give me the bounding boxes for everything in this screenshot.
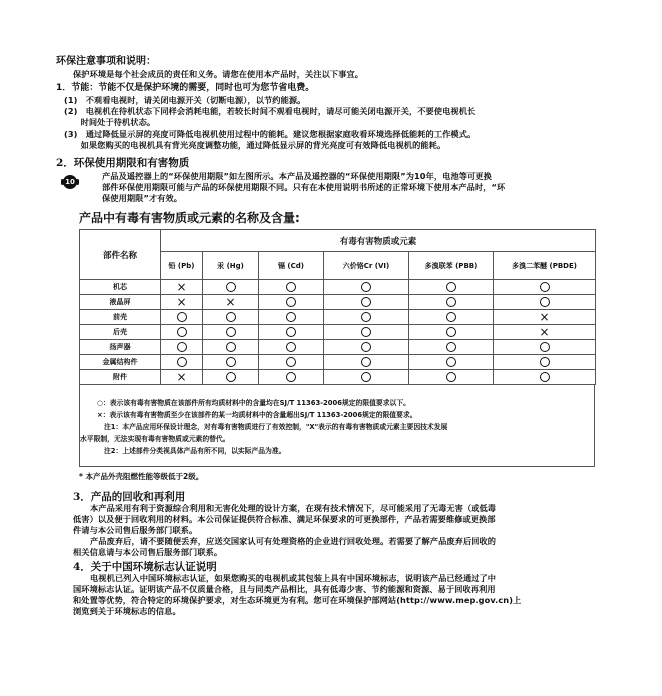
circle-mark-icon xyxy=(286,327,296,337)
section-1-item: (2) 电视机在待机状态下同样会消耗电能，若较长时间不观看电视时，请尽可能关闭电源开关，不要使电视机长 xyxy=(64,106,476,116)
substance-cell xyxy=(161,340,203,355)
part-name-cell: 后壳 xyxy=(80,325,161,340)
table-notes xyxy=(79,385,595,467)
substance-cell xyxy=(494,340,596,355)
cross-mark-icon: × xyxy=(539,325,550,339)
substance-cell xyxy=(409,280,494,295)
substance-cell xyxy=(324,340,409,355)
section-1-item: 如果您购买的电视机具有背光亮度调整功能，通过降低显示屏的背光亮度可有效降低电视机的能耗。 xyxy=(64,140,446,150)
circle-mark-icon xyxy=(226,312,236,322)
environmental-protection-period-icon: 10 xyxy=(63,175,77,189)
circle-mark-icon xyxy=(177,327,187,337)
substance-cell xyxy=(161,370,203,385)
substance-column-header: 汞 (Hg) xyxy=(203,252,259,280)
substance-column-header: 多溴联苯 (PBB) xyxy=(409,252,494,280)
note-circle-legend: ○：表示该有毒有害物质在该部件所有均质材料中的含量均在SJ/T 11363-2006规定的限值要求以下。 xyxy=(97,399,410,407)
circle-mark-icon xyxy=(540,342,550,352)
substance-cell xyxy=(324,370,409,385)
substance-cell xyxy=(203,280,259,295)
circle-mark-icon xyxy=(226,342,236,352)
section-4-line: 电视机已列入中国环境标志认证，如果您购买的电视机或其包装上具有中国环境标志，说明该产品已经通过了中 xyxy=(90,573,497,583)
table-row xyxy=(80,280,596,295)
substance-cell xyxy=(494,325,596,340)
circle-mark-icon xyxy=(446,282,456,292)
table-row xyxy=(80,370,596,385)
circle-mark-icon xyxy=(226,357,236,367)
substance-cell xyxy=(324,310,409,325)
intro-text: 保护环境是每个社会成员的责任和义务。请您在使用本产品时，关注以下事宜。 xyxy=(73,69,364,79)
substance-cell xyxy=(494,295,596,310)
circle-mark-icon xyxy=(286,312,296,322)
substance-cell xyxy=(259,280,324,295)
circle-mark-icon xyxy=(540,372,550,382)
substance-cell xyxy=(409,295,494,310)
substance-cell xyxy=(259,340,324,355)
substance-cell xyxy=(161,355,203,370)
substance-cell xyxy=(494,280,596,295)
note-1: 注1：本产品应用环保设计理念，对有毒有害物质进行了有效控制，"X"表示的有毒有害物质或元素主要因技术发展 xyxy=(104,423,448,431)
circle-mark-icon xyxy=(361,297,371,307)
substance-cell xyxy=(161,295,203,310)
circle-mark-icon xyxy=(226,372,236,382)
section-2-line: 产品及遥控器上的“环保使用期限”如左图所示。本产品及遥控器的“环保使用期限”为10年，电池等可更换 xyxy=(102,171,492,181)
part-name-cell: 附件 xyxy=(80,370,161,385)
substance-column-header: 多溴二苯醚 (PBDE) xyxy=(494,252,596,280)
cross-mark-icon: × xyxy=(225,295,236,309)
substance-column-header: 铅 (Pb) xyxy=(161,252,203,280)
substance-cell xyxy=(409,310,494,325)
part-name-cell: 前壳 xyxy=(80,310,161,325)
circle-mark-icon xyxy=(540,297,550,307)
substance-cell xyxy=(161,310,203,325)
substance-cell xyxy=(324,355,409,370)
table-row xyxy=(80,310,596,325)
circle-mark-icon xyxy=(286,372,296,382)
circle-mark-icon xyxy=(177,357,187,367)
circle-mark-icon xyxy=(286,282,296,292)
substance-column-header: 六价铬Cr (VI) xyxy=(324,252,409,280)
circle-mark-icon xyxy=(286,297,296,307)
circle-mark-icon xyxy=(540,357,550,367)
circle-mark-icon xyxy=(446,312,456,322)
substance-cell xyxy=(324,325,409,340)
section-1-item: 时间处于待机状态。 xyxy=(64,117,156,127)
circle-mark-icon xyxy=(361,372,371,382)
section-3-line: 产品废弃后，请不要随便丢弃，应送交国家认可有处理资格的企业进行回收处理。若需要了解产品废弃后回收的 xyxy=(90,536,497,546)
substance-group-header: 有毒有害物质或元素 xyxy=(161,230,596,252)
note-2: 注2：上述部件分类视具体产品有所不同，以实际产品为准。 xyxy=(104,447,286,455)
circle-mark-icon xyxy=(446,372,456,382)
table-row xyxy=(80,355,596,370)
section-2-heading: 2．环保使用期限和有害物质 xyxy=(56,157,190,169)
section-1-heading: 1．节能：节能不仅是保护环境的需要，同时也可为您节省电费。 xyxy=(56,83,315,93)
section-1-item: (1) 不观看电视时，请关闭电源开关（切断电源），以节约能源。 xyxy=(64,95,306,105)
section-1-item: (3) 通过降低显示屏的亮度可降低电视机使用过程中的能耗。建议您根据家庭收看环境选择低能耗的工作模式。 xyxy=(64,129,476,139)
part-name-cell: 液晶屏 xyxy=(80,295,161,310)
circle-mark-icon xyxy=(286,357,296,367)
table-row xyxy=(80,340,596,355)
substance-cell xyxy=(494,370,596,385)
circle-mark-icon xyxy=(361,312,371,322)
substance-cell xyxy=(409,355,494,370)
cross-mark-icon: × xyxy=(539,310,550,324)
circle-mark-icon xyxy=(361,282,371,292)
substance-cell xyxy=(161,325,203,340)
substance-cell xyxy=(494,355,596,370)
section-3-heading: 3．产品的回收和再利用 xyxy=(73,491,186,503)
substance-cell xyxy=(259,355,324,370)
part-name-cell: 金属结构件 xyxy=(80,355,161,370)
document-title: 环保注意事项和说明： xyxy=(56,56,156,67)
note-1-continued: 水平限制，无法实现有毒有害物质或元素的替代。 xyxy=(80,435,230,443)
circle-mark-icon xyxy=(540,282,550,292)
hazardous-substance-table-title: 产品中有毒有害物质或元素的名称及含量: xyxy=(79,211,300,225)
substance-cell xyxy=(203,355,259,370)
cross-mark-icon: × xyxy=(176,280,187,294)
section-4-line: 浏览到关于环境标志的信息。 xyxy=(73,606,181,616)
substance-cell xyxy=(259,325,324,340)
substance-cell xyxy=(409,325,494,340)
table-row xyxy=(80,295,596,310)
substance-cell xyxy=(494,310,596,325)
hazardous-substance-table xyxy=(79,229,596,385)
note-cross-legend: ×：表示该有毒有害物质至少在该部件的某一均质材料中的含量超出SJ/T 11363-2006规定的限值要求。 xyxy=(97,411,417,419)
circle-mark-icon xyxy=(446,357,456,367)
section-4-line: 和处置等优势，符合特定的环境保护要求，对生态环境更为有利。您可在环境保护部网站(http://www.mep.gov.cn)上 xyxy=(73,595,522,605)
section-3-line: 低害）以及便于回收利用的材料。本公司保证提供符合标准、满足环保要求的可更换部件，产品若需要维修或更换部 xyxy=(73,514,496,524)
section-4-line: 国环境标志认证。证明该产品不仅质量合格，且与同类产品相比，具有低毒少害、节约能源和资源、易于回收再利用 xyxy=(73,584,496,594)
circle-mark-icon xyxy=(226,327,236,337)
section-3-line: 件请与本公司售后服务部门联系。 xyxy=(73,525,198,535)
circle-mark-icon xyxy=(177,312,187,322)
cross-mark-icon: × xyxy=(176,370,187,384)
section-2-line: 保使用期限”才有效。 xyxy=(102,193,183,203)
substance-cell xyxy=(259,310,324,325)
section-2-line: 部件环保使用期限可能与产品的环保使用期限不同。只有在本使用说明书所述的正常环境下使用本产品时，“环 xyxy=(102,182,506,192)
substance-column-header: 镉 (Cd) xyxy=(259,252,324,280)
part-name-cell: 机芯 xyxy=(80,280,161,295)
section-3-line: 本产品采用有利于资源综合利用和无害化处理的设计方案，在现有技术情况下，尽可能采用了无毒无害（或低毒 xyxy=(90,503,497,513)
circle-mark-icon xyxy=(361,357,371,367)
circle-mark-icon xyxy=(446,297,456,307)
section-3-line: 相关信息请与本公司售后服务部门联系。 xyxy=(73,547,223,557)
substance-cell xyxy=(259,295,324,310)
cross-mark-icon: × xyxy=(176,295,187,309)
circle-mark-icon xyxy=(286,342,296,352)
substance-cell xyxy=(409,340,494,355)
table-row xyxy=(80,325,596,340)
substance-cell xyxy=(203,310,259,325)
substance-cell xyxy=(203,295,259,310)
section-4-heading: 4．关于中国环境标志认证说明 xyxy=(73,561,217,573)
substance-cell xyxy=(203,325,259,340)
substance-cell xyxy=(203,370,259,385)
circle-mark-icon xyxy=(446,327,456,337)
circle-mark-icon xyxy=(361,342,371,352)
substance-cell xyxy=(409,370,494,385)
substance-cell xyxy=(259,370,324,385)
part-name-header: 部件名称 xyxy=(80,230,161,280)
substance-cell xyxy=(161,280,203,295)
circle-mark-icon xyxy=(361,327,371,337)
flammability-footnote: * 本产品外壳阻燃性能等级低于2级。 xyxy=(79,472,204,481)
circle-mark-icon xyxy=(177,342,187,352)
circle-mark-icon xyxy=(446,342,456,352)
substance-cell xyxy=(324,295,409,310)
circle-mark-icon xyxy=(226,282,236,292)
substance-cell xyxy=(324,280,409,295)
part-name-cell: 扬声器 xyxy=(80,340,161,355)
substance-cell xyxy=(203,340,259,355)
